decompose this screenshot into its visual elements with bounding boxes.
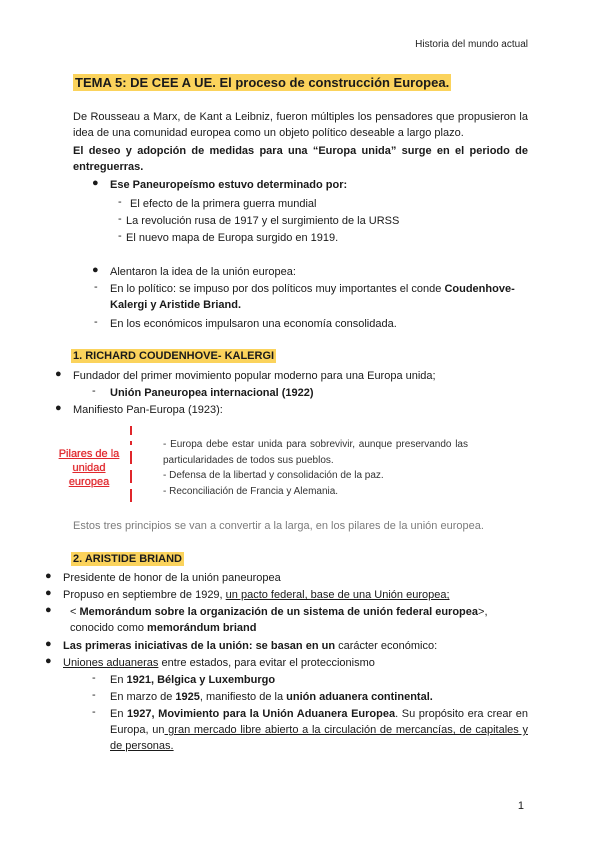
dash-icon: -	[94, 281, 98, 293]
pillars-note: Estos tres principios se van a convertir a la larga, en los pilares de la unión europea.	[73, 520, 484, 532]
customs-unions-text: entre estados, para evitar el proteccionismo	[158, 657, 375, 669]
memorandum-open: <	[70, 606, 80, 618]
page-number: 1	[517, 800, 524, 812]
bullet-icon: ●	[45, 604, 52, 616]
intro-paragraph: De Rousseau a Marx, de Kant a Leibniz, fueron múltiples los pensadores que propusieron la idea de una comunidad europea como un objeto político deseable a largo plazo.	[73, 111, 528, 139]
bullet-icon: ●	[92, 264, 99, 276]
customs-1927-underlined: gran mercado libre abierto a la circulación de mercancías, de capitales y de personas.	[110, 724, 528, 752]
customs-1921	[110, 672, 275, 688]
political-text: En lo político: se impuso por dos políticos muy importantes el conde	[110, 283, 445, 295]
dash-icon: -	[118, 230, 122, 242]
bullet-icon: ●	[55, 368, 62, 380]
dash-icon: -	[118, 213, 122, 225]
first-initiatives-bold: Las primeras iniciativas de la unión: se basan en un	[63, 640, 336, 652]
customs-1925-mid: , manifiesto de la	[199, 691, 287, 703]
intro-bold-paragraph: El deseo y adopción de medidas para una “Europa unida” surge en el periodo de entreguerras.	[73, 145, 528, 173]
section-heading-kalergi: 1. RICHARD COUDENHOVE- KALERGI	[73, 350, 275, 362]
customs-1927-bold: 1927, Movimiento para la Unión Aduanera Europea	[127, 708, 396, 720]
memorandum-text: >, conocido como	[70, 606, 488, 634]
section-heading-briand: 2. ARISTIDE BRIAND	[73, 553, 182, 565]
federal-pact-underlined: un pacto federal, base de una Unión europea;	[225, 589, 450, 601]
pillar-3: - Reconciliación de Francia y Alemania.	[163, 486, 339, 497]
political-names: Coudenhove-Kalergi y Aristide Briand.	[110, 283, 515, 311]
economic-item: En los económicos impulsaron una economía consolidada.	[110, 318, 397, 330]
bullet-icon: ●	[45, 570, 52, 582]
dash-icon: -	[92, 689, 96, 701]
subitem-1: El efecto de la primera guerra mundial	[130, 198, 317, 210]
running-header: Historia del mundo actual	[415, 39, 528, 50]
customs-1925-year: 1925	[175, 691, 200, 703]
memorandum-title: Memorándum sobre la organización de un sistema de unión federal europea	[79, 606, 479, 618]
bullet-icon: ●	[45, 638, 52, 650]
dash-icon: -	[94, 316, 98, 328]
bullet-icon: ●	[55, 402, 62, 414]
memorandum-item	[70, 604, 530, 636]
customs-unions	[63, 655, 375, 671]
bullet-icon: ●	[45, 655, 52, 667]
federal-pact	[63, 587, 450, 603]
customs-1925-bold: unión aduanera continental.	[286, 691, 433, 703]
first-initiatives	[63, 638, 437, 654]
bullet-icon: ●	[92, 177, 99, 189]
dash-icon: -	[92, 385, 96, 397]
alentaron-bullet: Alentaron la idea de la unión europea:	[110, 266, 296, 278]
pillar-1: - Europa debe estar unida para sobrevivir, aunque preservando las particularidades de todos sus pueblos.	[163, 439, 468, 466]
divider-line	[130, 470, 132, 483]
divider-line	[130, 489, 132, 502]
paneuropean-union: Unión Paneuropea internacional (1922)	[110, 387, 314, 399]
customs-1927	[110, 706, 528, 754]
divider-line	[130, 426, 132, 435]
customs-1927-text: En	[110, 708, 128, 720]
divider-line	[130, 441, 132, 445]
dash-icon: -	[118, 196, 122, 208]
page-title: TEMA 5: DE CEE A UE. El proceso de construcción Europea.	[75, 75, 450, 90]
dash-icon: -	[92, 706, 96, 718]
pillars-label: Pilares de la unidad europea	[58, 448, 120, 488]
pan-europa-manifesto: Manifiesto Pan-Europa (1923):	[73, 404, 223, 416]
customs-1921-bold: 1921, Bélgica y Luxemburgo	[126, 674, 276, 686]
bullet-icon: ●	[45, 587, 52, 599]
political-item	[110, 281, 530, 313]
dash-icon: -	[92, 672, 96, 684]
customs-unions-underlined: Uniones aduaneras	[63, 657, 159, 669]
pillar-2: - Defensa de la libertad y consolidación de la paz.	[163, 470, 384, 481]
federal-pact-text: Propuso en septiembre de 1929,	[63, 589, 226, 601]
customs-1921-text: En	[110, 674, 127, 686]
customs-1925-text: En marzo de	[110, 691, 176, 703]
customs-1927-mid: . Su propósito era crear en Europa, un	[110, 708, 528, 736]
divider-line	[130, 451, 132, 464]
first-initiatives-text: carácter económico:	[335, 640, 438, 652]
memorandum-briand: memorándum briand	[147, 622, 257, 634]
briand-president: Presidente de honor de la unión paneuropea	[63, 572, 281, 584]
subitem-2: La revolución rusa de 1917 y el surgimiento de la URSS	[126, 215, 400, 227]
kalergi-founder: Fundador del primer movimiento popular moderno para una Europa unida;	[73, 370, 436, 382]
paneuropeismo-bullet: Ese Paneuropeísmo estuvo determinado por:	[110, 179, 348, 191]
customs-1925	[110, 689, 433, 705]
subitem-3: El nuevo mapa de Europa surgido en 1919.	[126, 232, 339, 244]
